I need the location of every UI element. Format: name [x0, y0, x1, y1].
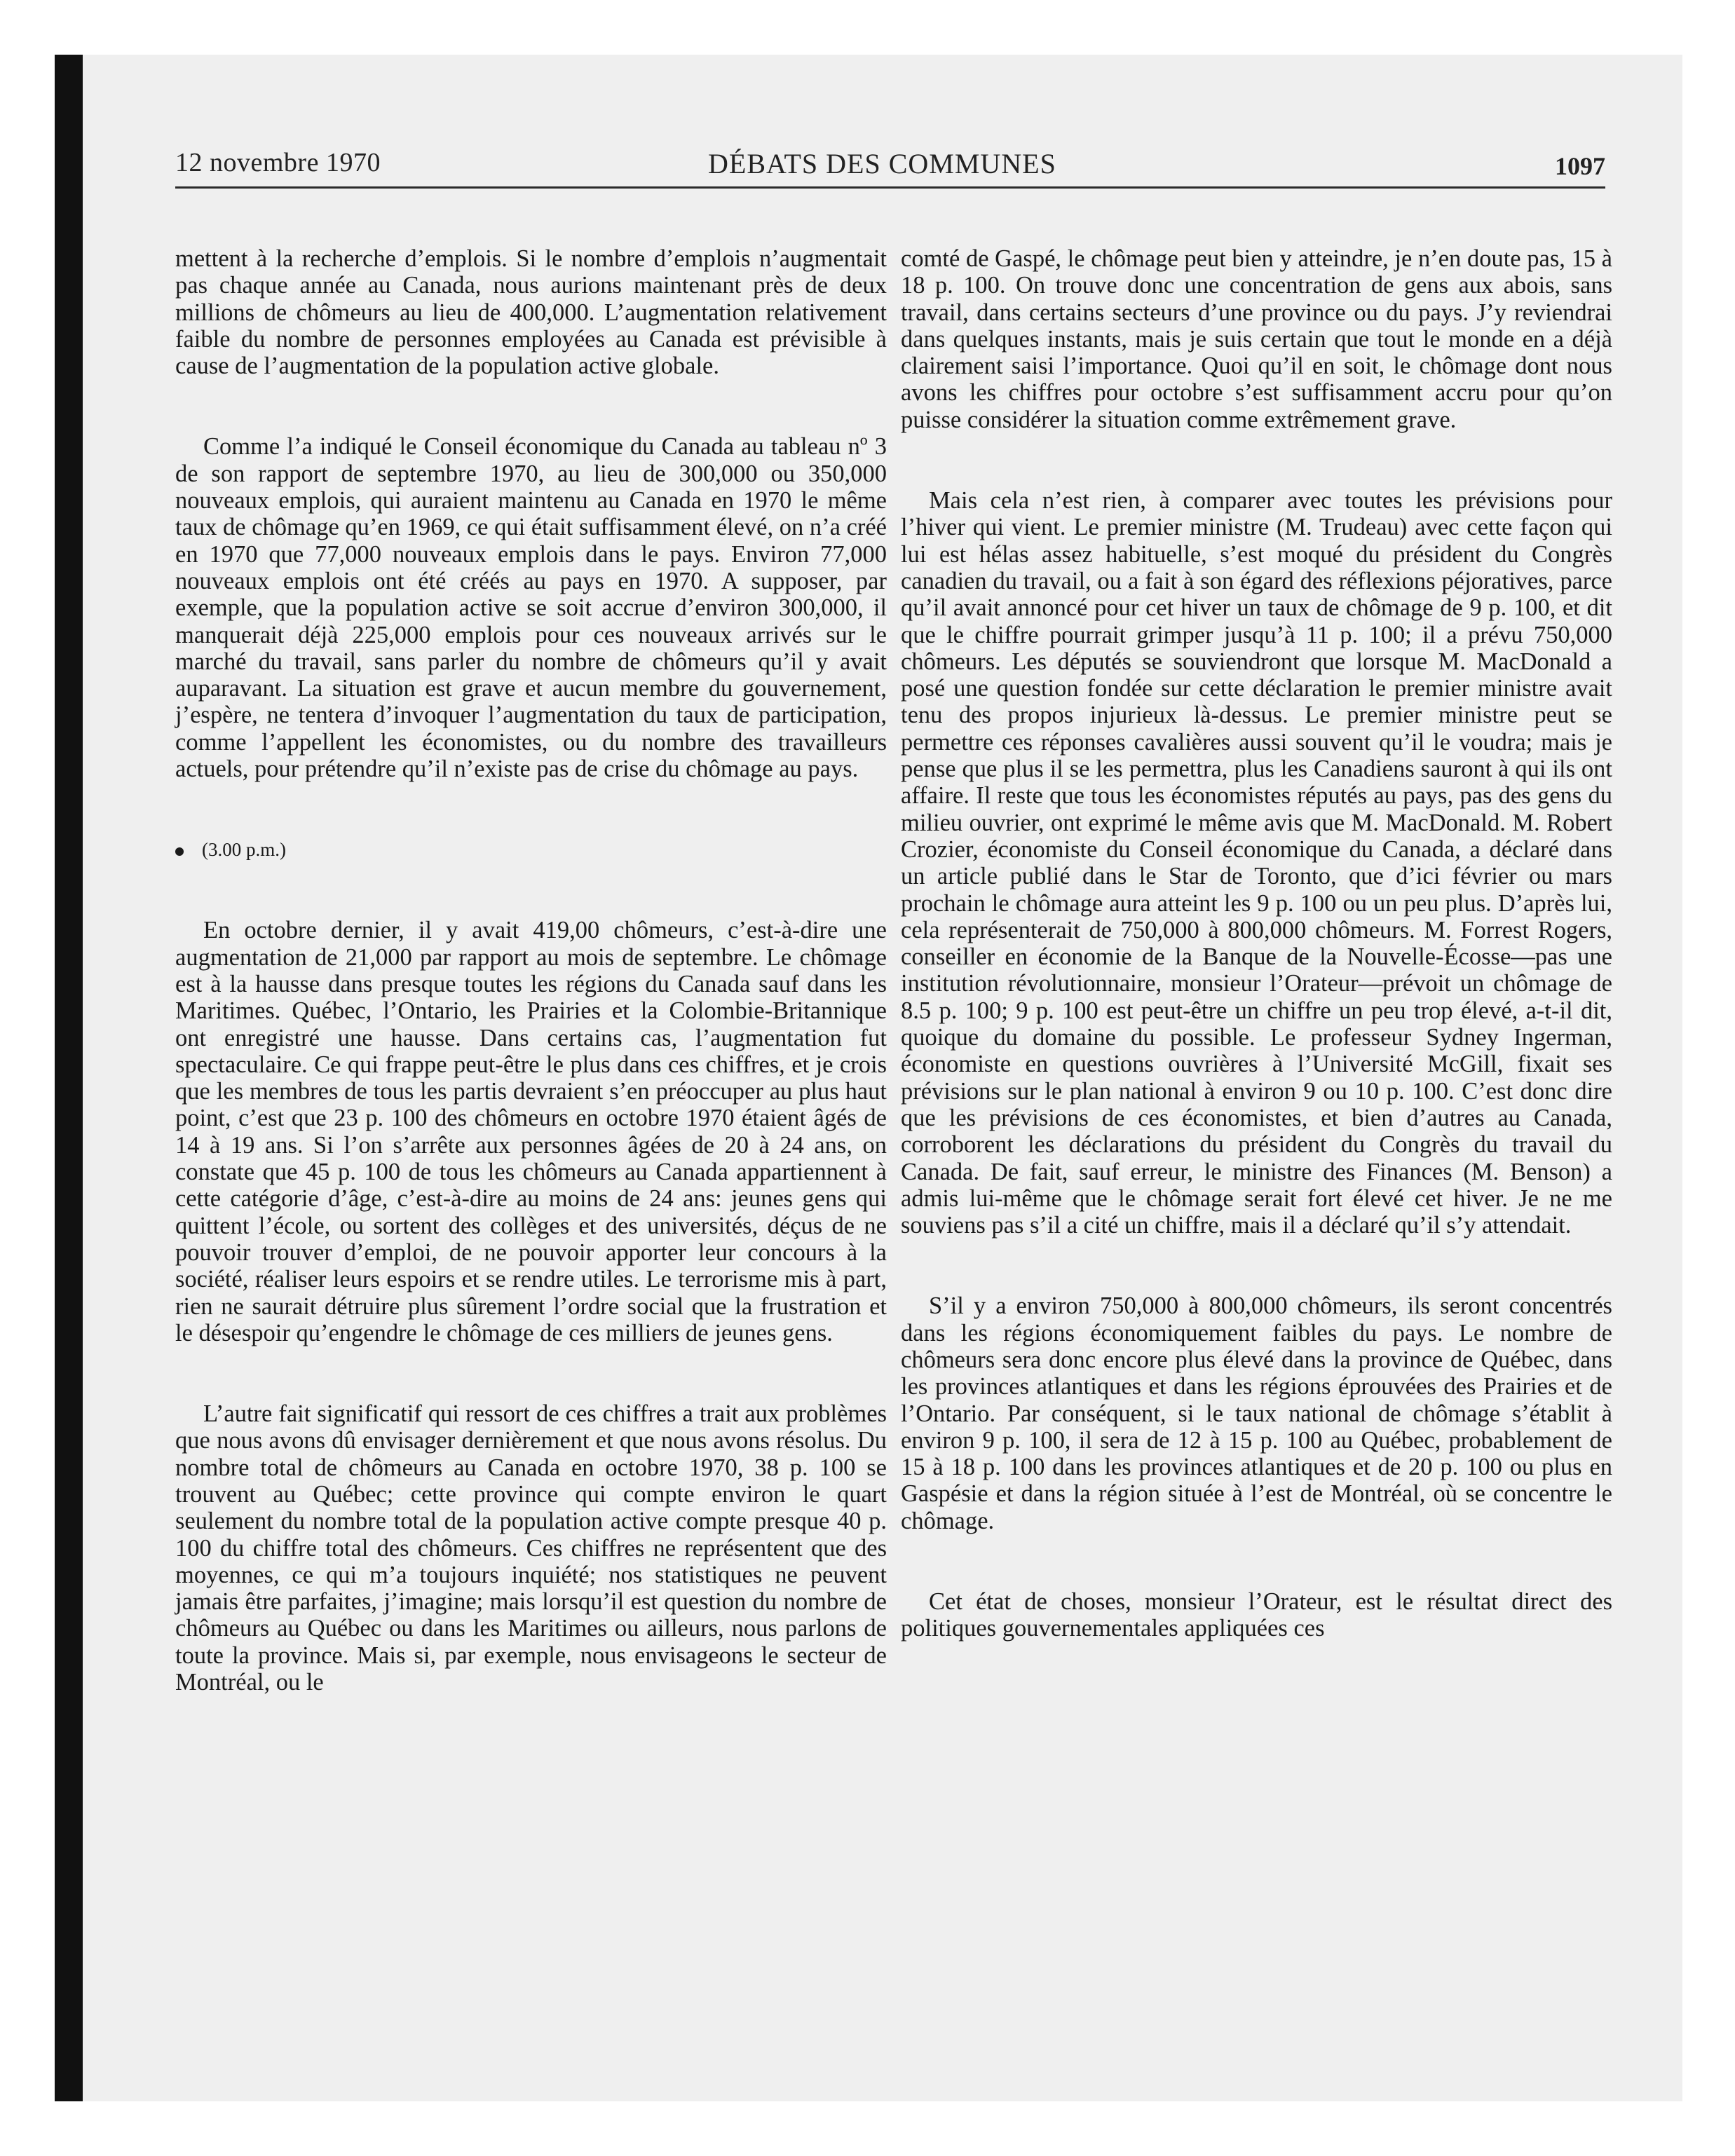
left-paragraph-1: mettent à la recherche d’emplois. Si le nombre d’emplois n’augmentait pas chaque année au Canada, nous aurions maintenant près de deux millions de chômeurs au lieu de 400,000. L’augmentation relativement faible du nombre de personnes employées au Canada est prévisible à cause de l’augmentation de la population active globale. [175, 245, 887, 380]
page-header [175, 147, 1605, 188]
left-paragraph-2: Comme l’a indiqué le Conseil économique du Canada au tableau nº 3 de son rapport de septembre 1970, au lieu de 300,000 ou 350,000 nouveaux emplois, qui auraient maintenu au Canada en 1970 le même taux de chômage qu’en 1969, ce qui était suffisamment élevé, on n’a créé en 1970 que 77,000 nouveaux emplois dans le pays. Environ 77,000 nouveaux emplois ont été créés au pays en 1970. A supposer, par exemple, que la population active se soit accrue d’environ 300,000, il manquerait déjà 225,000 emplois pour ces nouveaux arrivés sur le marché du travail, sans parler du nombre de chômeurs qu’il y avait auparavant. La situation est grave et aucun membre du gouvernement, j’espère, ne tentera d’invoquer l’augmentation du taux de participation, comme l’appellent les économistes, ou du nombre des travailleurs actuels, pour prétendre qu’il n’existe pas de crise du chômage au pays. [175, 433, 887, 783]
scan-margin [0, 0, 55, 2156]
left-column [175, 245, 887, 1749]
right-paragraph-1: comté de Gaspé, le chômage peut bien y atteindre, je n’en doute pas, 15 à 18 p. 100. On trouve donc une concentration de gens aux abois, sans travail, dans certains secteurs d’une province ou du pays. J’y reviendrai dans quelques instants, mais je suis certain que tout le monde en a déjà clairement saisi l’importance. Quoi qu’il en soit, le chômage dont nous avons les chiffres pour octobre s’est suffisamment accru pour qu’on puisse considérer la situation comme extrêmement grave. [901, 245, 1612, 433]
left-paragraph-3: En octobre dernier, il y avait 419,00 chômeurs, c’est-à-dire une augmentation de 21,000 par rapport au mois de septembre. Le chômage est à la hausse dans presque toutes les régions du Canada sauf dans les Maritimes. Québec, l’Ontario, les Prairies et la Colombie-Britannique ont enregistré une hausse. Dans certains cas, l’augmentation fut spectaculaire. Ce qui frappe peut-être le plus dans ces chiffres, et je crois que les membres de tous les partis devraient s’en préoccuper au plus haut point, c’est que 23 p. 100 des chômeurs en octobre 1970 étaient âgés de 14 à 19 ans. Si l’on s’arrête aux personnes âgées de 20 à 24 ans, on constate que 45 p. 100 de tous les chômeurs au Canada appartiennent à cette catégorie d’âge, c’est-à-dire au moins de 24 ans: jeunes gens qui quittent l’école, ou sortent des collèges et des universités, déçus de ne pouvoir trouver d’emploi, de ne pouvoir apporter leur concours à la société, réaliser leurs espoirs et se rendre utiles. Le terrorisme mis à part, rien ne saurait détruire plus sûrement l’ordre social que la frustration et le désespoir qu’engendre le chômage de ces milliers de jeunes gens. [175, 917, 887, 1346]
right-paragraph-3: S’il y a environ 750,000 à 800,000 chômeurs, ils seront concentrés dans les régions économiquement faibles du pays. Le nombre de chômeurs sera donc encore plus élevé dans la province de Québec, dans les provinces atlantiques et dans les régions éprouvées des Prairies et de l’Ontario. Par conséquent, si le taux national de chômage s’établit à environ 9 p. 100, il sera de 12 à 15 p. 100 au Québec, probablement de 15 à 18 p. 100 dans les provinces atlantiques et de 20 p. 100 ou plus en Gaspésie et dans la région située à l’est de Montréal, où se concentre le chômage. [901, 1292, 1612, 1534]
header-title: DÉBATS DES COMMUNES [708, 148, 1056, 179]
right-paragraph-2: Mais cela n’est rien, à comparer avec toutes les prévisions pour l’hiver qui vient. Le premier ministre (M. Trudeau) avec cette façon qui lui est hélas assez habituelle, s’est moqué du président du Congrès canadien du travail, ou a fait à son égard des réflexions péjoratives, parce qu’il avait annoncé pour cet hiver un taux de chômage de 9 p. 100, et dit que le chiffre pourrait grimper jusqu’à 11 p. 100; il a prévu 750,000 chômeurs. Les députés se souviendront que lorsque M. MacDonald a posé une question fondée sur cette déclaration le premier ministre avait tenu des propos injurieux là-dessus. Le premier ministre peut se permettre ces réponses cavalières aussi souvent qu’il le voudra; mais je pense que plus il se les permettra, plus les Canadiens sauront à qui ils ont affaire. Il reste que tous les économistes réputés au pays, pas des gens du milieu ouvrier, ont exprimé le même avis que M. MacDonald. M. Robert Crozier, économiste du Conseil économique du Canada, a déclaré dans un article publié dans le Star de Toronto, que d’ici février ou mars prochain le chômage aura atteint les 9 p. 100 ou un peu plus. D’après lui, cela représenterait de 750,000 à 800,000 chômeurs. M. Forrest Rogers, conseiller en économie de la Banque de la Nouvelle-Écosse—pas une institution révolutionnaire, monsieur l’Orateur—prévoit un chômage de 8.5 p. 100; 9 p. 100 est peut-être un chiffre un peu trop élevé, a-t-il dit, quoique du domaine du possible. Le professeur Sydney Ingerman, économiste en questions ouvrières à l’Université McGill, fixait ses prévisions sur le plan national à environ 9 ou 10 p. 100. C’est donc dire que les prévisions de ces économistes, et bien d’autres au Canada, corroborent les déclarations du président du Congrès du travail du Canada. De fait, sauf erreur, le ministre des Finances (M. Benson) a admis lui-même que le chômage serait fort élevé cet hiver. Je ne me souviens pas s’il a cité un chiffre, mais il a déclaré qu’il s’y attendait. [901, 487, 1612, 1239]
page-number: 1097 [1555, 152, 1605, 180]
right-paragraph-4: Cet état de choses, monsieur l’Orateur, est le résultat direct des politiques gouvernementales appliquées ces [901, 1588, 1612, 1642]
left-paragraph-4: L’autre fait significatif qui ressort de ces chiffres a trait aux problèmes que nous avons dû envisager dernièrement et que nous avons résolus. Du nombre total de chômeurs au Canada en octobre 1970, 38 p. 100 se trouvent au Québec; cette province qui compte environ le quart seulement du nombre total de la population active compte presque 40 p. 100 du chiffre total des chômeurs. Ces chiffres ne représentent que des moyennes, ce qui m’a toujours inquiété; nos statistiques ne peuvent jamais être parfaites, j’imagine; mais lorsqu’il est question du nombre de chômeurs au Québec ou dans les Maritimes ou ailleurs, nous parlons de toute la province. Mais si, par exemple, nous envisageons le secteur de Montréal, ou le [175, 1400, 887, 1696]
scan-black-edge [55, 55, 83, 2101]
right-column [901, 245, 1612, 1696]
bullet-icon [175, 847, 184, 856]
time-marker [175, 836, 887, 863]
time-marker-text: (3.00 p.m.) [202, 839, 286, 861]
header-rule [175, 186, 1605, 189]
header-date: 12 novembre 1970 [175, 148, 381, 177]
